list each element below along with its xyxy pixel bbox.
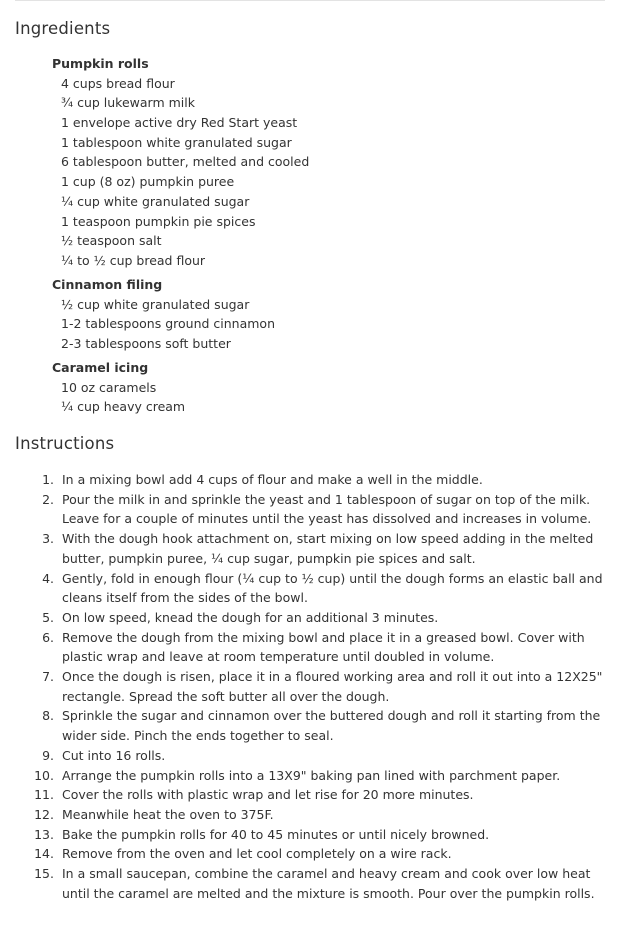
ingredient-item: 2-3 tablespoons soft butter xyxy=(61,336,231,352)
ingredient-item: 1 tablespoon white granulated sugar xyxy=(61,134,292,150)
step-number: 5. xyxy=(42,609,54,625)
step-number: 3. xyxy=(42,531,54,547)
instruction-step xyxy=(0,628,610,667)
ingredient-item: ¼ to ½ cup bread flour xyxy=(61,252,206,268)
instruction-step xyxy=(0,529,610,568)
step-text: Remove the dough from the mixing bowl and place it in a greased bowl. Cover with plastic wrap and leave at room temperature until doubled in volume. xyxy=(62,629,585,665)
step-text: Cut into 16 rolls. xyxy=(62,747,166,763)
ingredient-item: 4 cups bread flour xyxy=(61,75,175,91)
instruction-step xyxy=(0,569,610,608)
step-text: Meanwhile heat the oven to 375F. xyxy=(62,806,274,822)
instruction-step xyxy=(0,825,610,845)
step-text: Gently, fold in enough flour (¼ cup to ½ cup) until the dough forms an elastic ball and cleans itself from the sides of the bowl. xyxy=(62,570,603,606)
step-number: 15. xyxy=(34,866,54,882)
ingredient-list xyxy=(52,74,612,271)
instruction-step xyxy=(0,706,610,745)
ingredients-heading: Ingredients xyxy=(15,19,111,38)
step-number: 13. xyxy=(34,826,54,842)
step-number: 4. xyxy=(42,570,54,586)
step-number: 2. xyxy=(42,491,54,507)
ingredient-item: ½ teaspoon salt xyxy=(61,233,162,249)
ingredient-item: 1 envelope active dry Red Start yeast xyxy=(61,115,298,131)
ingredient-item: 10 oz caramels xyxy=(61,379,157,395)
step-text: Once the dough is risen, place it in a floured working area and roll it out into a 12X25" rectangle. Spread the soft butter all over the dough. xyxy=(62,669,603,704)
ingredient-group-title: Caramel icing xyxy=(52,360,149,375)
step-text: Cover the rolls with plastic wrap and let rise for 20 more minutes. xyxy=(62,787,474,803)
step-text: Sprinkle the sugar and cinnamon over the buttered dough and roll it starting from the wider side. Pinch the ends together to seal. xyxy=(62,708,601,744)
step-number: 7. xyxy=(42,669,54,685)
step-text: Remove from the oven and let cool completely on a wire rack. xyxy=(62,846,452,862)
instruction-step xyxy=(0,766,610,786)
ingredient-item: ½ cup white granulated sugar xyxy=(61,296,250,312)
step-text: Bake the pumpkin rolls for 40 to 45 minutes or until nicely browned. xyxy=(62,826,490,842)
ingredient-group-caramel-icing xyxy=(52,358,612,417)
step-number: 8. xyxy=(42,708,54,724)
step-number: 9. xyxy=(42,747,54,763)
top-divider xyxy=(15,0,605,1)
step-number: 1. xyxy=(42,472,54,487)
step-number: 14. xyxy=(34,846,54,862)
ingredient-item: 1 cup (8 oz) pumpkin puree xyxy=(61,174,235,190)
instruction-step xyxy=(0,470,610,490)
ingredient-group-title: Pumpkin rolls xyxy=(52,56,149,71)
ingredient-group-title: Cinnamon filing xyxy=(52,277,163,292)
instruction-step xyxy=(0,608,610,628)
instruction-step xyxy=(0,785,610,805)
step-number: 12. xyxy=(34,806,54,822)
ingredient-item: 1-2 tablespoons ground cinnamon xyxy=(61,316,275,332)
ingredient-group-cinnamon-filing xyxy=(52,275,612,354)
ingredient-group-pumpkin-rolls xyxy=(52,54,612,271)
instructions-heading: Instructions xyxy=(15,434,115,453)
instruction-step xyxy=(0,864,610,903)
step-text: With the dough hook attachment on, start mixing on low speed adding in the melted butter, pumpkin puree, ¼ cup sugar, pumpkin pie spices and salt. xyxy=(62,531,594,566)
ingredient-item: ¼ cup white granulated sugar xyxy=(61,193,250,209)
step-text: In a mixing bowl add 4 cups of flour and make a well in the middle. xyxy=(62,472,483,487)
ingredient-list xyxy=(52,378,612,417)
step-number: 10. xyxy=(34,767,54,783)
instruction-step xyxy=(0,490,610,529)
ingredient-list xyxy=(52,295,612,354)
step-text: On low speed, knead the dough for an additional 3 minutes. xyxy=(62,609,439,625)
instruction-step xyxy=(0,746,610,766)
step-number: 11. xyxy=(34,787,54,803)
step-text: In a small saucepan, combine the caramel and heavy cream and cook over low heat until the caramel are melted and the mixture is smooth. Pour over the pumpkin rolls. xyxy=(62,866,595,901)
instruction-list xyxy=(0,470,610,903)
ingredient-item: 1 teaspoon pumpkin pie spices xyxy=(61,213,256,229)
instruction-step xyxy=(0,667,610,706)
ingredient-item: ¾ cup lukewarm milk xyxy=(61,95,195,111)
step-number: 6. xyxy=(42,629,54,645)
step-text: Pour the milk in and sprinkle the yeast and 1 tablespoon of sugar on top of the milk. Leave for a couple of minutes until the yeast has dissolved and increases in volume. xyxy=(62,491,592,527)
ingredient-item: ¼ cup heavy cream xyxy=(61,399,186,415)
step-text: Arrange the pumpkin rolls into a 13X9" baking pan lined with parchment paper. xyxy=(62,767,561,783)
instruction-step xyxy=(0,844,610,864)
ingredient-item: 6 tablespoon butter, melted and cooled xyxy=(61,154,310,170)
instruction-step xyxy=(0,805,610,825)
